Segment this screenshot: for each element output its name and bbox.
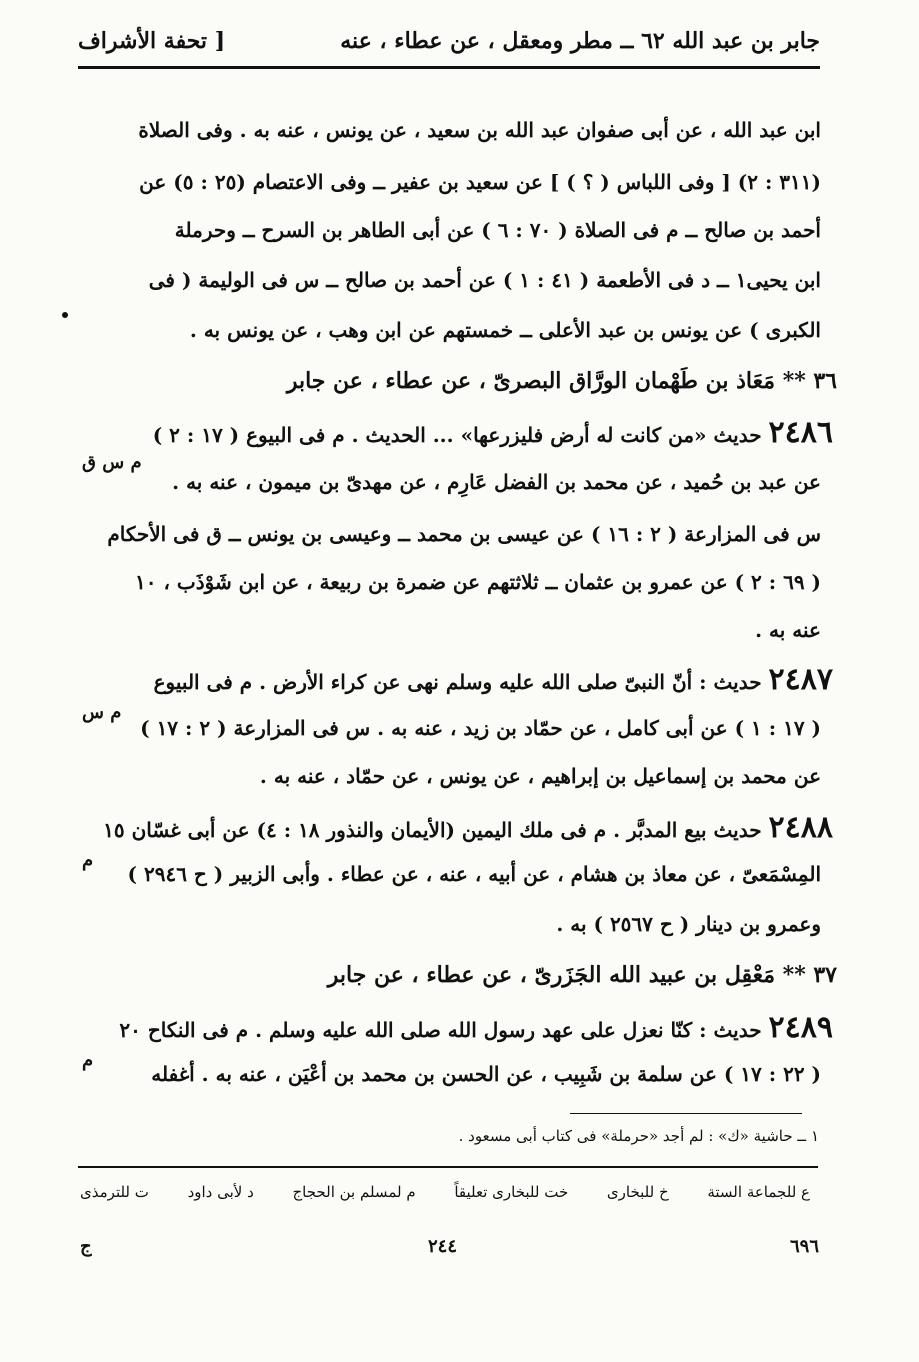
text-line: ( ٢٢ : ١٧ ) عن سلمة بن شَبِيب ، عن الحسن بن محمد بن أعْيَن ، عنه به . أغفله xyxy=(151,1062,821,1086)
hadith-text: حديث بيع المدبَّر . م فى ملك اليمين (الأيمان والنذور ١٨ : ٤) عن أبى غسّان ١٥ xyxy=(103,818,762,842)
hadith-text: حديث : أنّ النبىّ صلى الله عليه وسلم نهى عن كراء الأرض . م فى البيوع xyxy=(153,670,762,694)
margin-dot xyxy=(62,312,68,318)
legend-item: م لمسلم بن الحجاج xyxy=(292,1183,416,1201)
section-heading: ٣٧ ** مَعْقِل بن عبيد الله الجَزَرىّ ، عن عطاء ، عن جابر xyxy=(327,962,837,988)
hadith-sigla: م xyxy=(82,850,94,871)
text-line: عنه به . xyxy=(755,618,821,642)
hadith-entry xyxy=(153,415,833,450)
hadith-sigla: م س xyxy=(82,702,122,723)
text-line: المِسْمَعىّ ، عن معاذ بن هشام ، عن أبيه ، عنه ، عن عطاء . وأبى الزبير ( ح ٢٩٤٦ ) xyxy=(127,862,821,886)
text-line: ابن يحيى١ ــ د فى الأطعمة ( ٤١ : ١ ) عن أحمد بن صالح ــ س فى الوليمة ( فى xyxy=(148,268,821,292)
hadith-sigla: م س ق xyxy=(82,452,142,473)
text-line: ( ٦٩ : ٢ ) عن عمرو بن عثمان ــ ثلاثتهم عن ضمرة بن ربيعة ، عن ابن شَوْذَب ، ١٠ xyxy=(135,570,821,594)
hadith-entry xyxy=(103,810,833,845)
text-line: عن عبد بن حُميد ، عن محمد بن الفضل عَارِم ، عن مهدىّ بن ميمون ، عنه به . xyxy=(172,470,821,494)
hadith-number: ٢٤٨٩ xyxy=(768,1010,833,1045)
volume-letter: ج xyxy=(80,1236,92,1257)
legend-item: خت للبخارى تعليقاً xyxy=(454,1183,569,1201)
text-line: أحمد بن صالح ــ م فى الصلاة ( ٧٠ : ٦ ) عن أبى الطاهر بن السرح ــ وحرملة xyxy=(174,218,821,242)
hadith-number: ٢٤٨٧ xyxy=(768,662,833,697)
text-line: وعمرو بن دينار ( ح ٢٥٦٧ ) به . xyxy=(556,912,821,936)
legend-item: ع للجماعة الستة xyxy=(707,1183,810,1201)
hadith-text: حديث : كنّا نعزل على عهد رسول الله صلى الله عليه وسلم . م فى النكاح ٢٠ xyxy=(119,1018,762,1042)
page-number-right: ٦٩٦ xyxy=(789,1236,819,1257)
text-line: الكبرى ) عن يونس بن عبد الأعلى ــ خمستهم عن ابن وهب ، عن يونس به . xyxy=(189,318,821,342)
page-number-center: ٢٤٤ xyxy=(428,1236,458,1257)
legend-rule xyxy=(78,1166,818,1168)
section-heading: ٣٦ ** مَعَاذ بن طَهْمان الورَّاق البصرىّ ، عن عطاء ، عن جابر xyxy=(286,368,837,394)
hadith-sigla: م xyxy=(82,1050,94,1071)
sigla-legend xyxy=(80,1183,810,1201)
hadith-number: ٢٤٨٨ xyxy=(768,810,833,845)
running-header xyxy=(78,28,820,64)
hadith-text: حديث «من كانت له أرض فليزرعها» ... الحديث . م فى البيوع ( ١٧ : ٢ ) xyxy=(152,423,762,447)
legend-item: د لأبى داود xyxy=(187,1183,254,1201)
hadith-number: ٢٤٨٦ xyxy=(768,415,833,450)
legend-item: ت للترمذى xyxy=(80,1183,149,1201)
hadith-entry xyxy=(154,662,833,697)
text-line: ( ١٧ : ١ ) عن أبى كامل ، عن حمّاد بن زيد ، عنه به . س فى المزارعة ( ٢ : ١٧ ) xyxy=(140,716,821,740)
header-rule xyxy=(78,66,820,69)
footnote-rule xyxy=(570,1113,802,1114)
header-title: جابر بن عبد الله ٦٢ ــ مطر ومعقل ، عن عطاء ، عنه xyxy=(340,28,820,54)
footnote: ١ ــ حاشية «ك» : لم أجد «حرملة» فى كتاب أبى مسعود . xyxy=(458,1127,819,1145)
header-book-title: [ تحفة الأشراف xyxy=(78,28,226,54)
text-line: س فى المزارعة ( ٢ : ١٦ ) عن عيسى بن محمد ــ وعيسى بن يونس ــ ق فى الأحكام xyxy=(107,522,821,546)
hadith-entry xyxy=(119,1010,833,1045)
text-line: ابن عبد الله ، عن أبى صفوان عبد الله بن سعيد ، عن يونس ، عنه به . وفى الصلاة xyxy=(138,118,821,142)
text-line: عن محمد بن إسماعيل بن إبراهيم ، عن يونس ، عن حمّاد ، عنه به . xyxy=(259,764,821,788)
legend-item: خ للبخارى xyxy=(606,1183,669,1201)
text-line: (٣١١ : ٢) [ وفى اللباس ( ؟ ) ] عن سعيد بن عفير ــ وفى الاعتصام (٢٥ : ٥) عن xyxy=(139,170,821,194)
